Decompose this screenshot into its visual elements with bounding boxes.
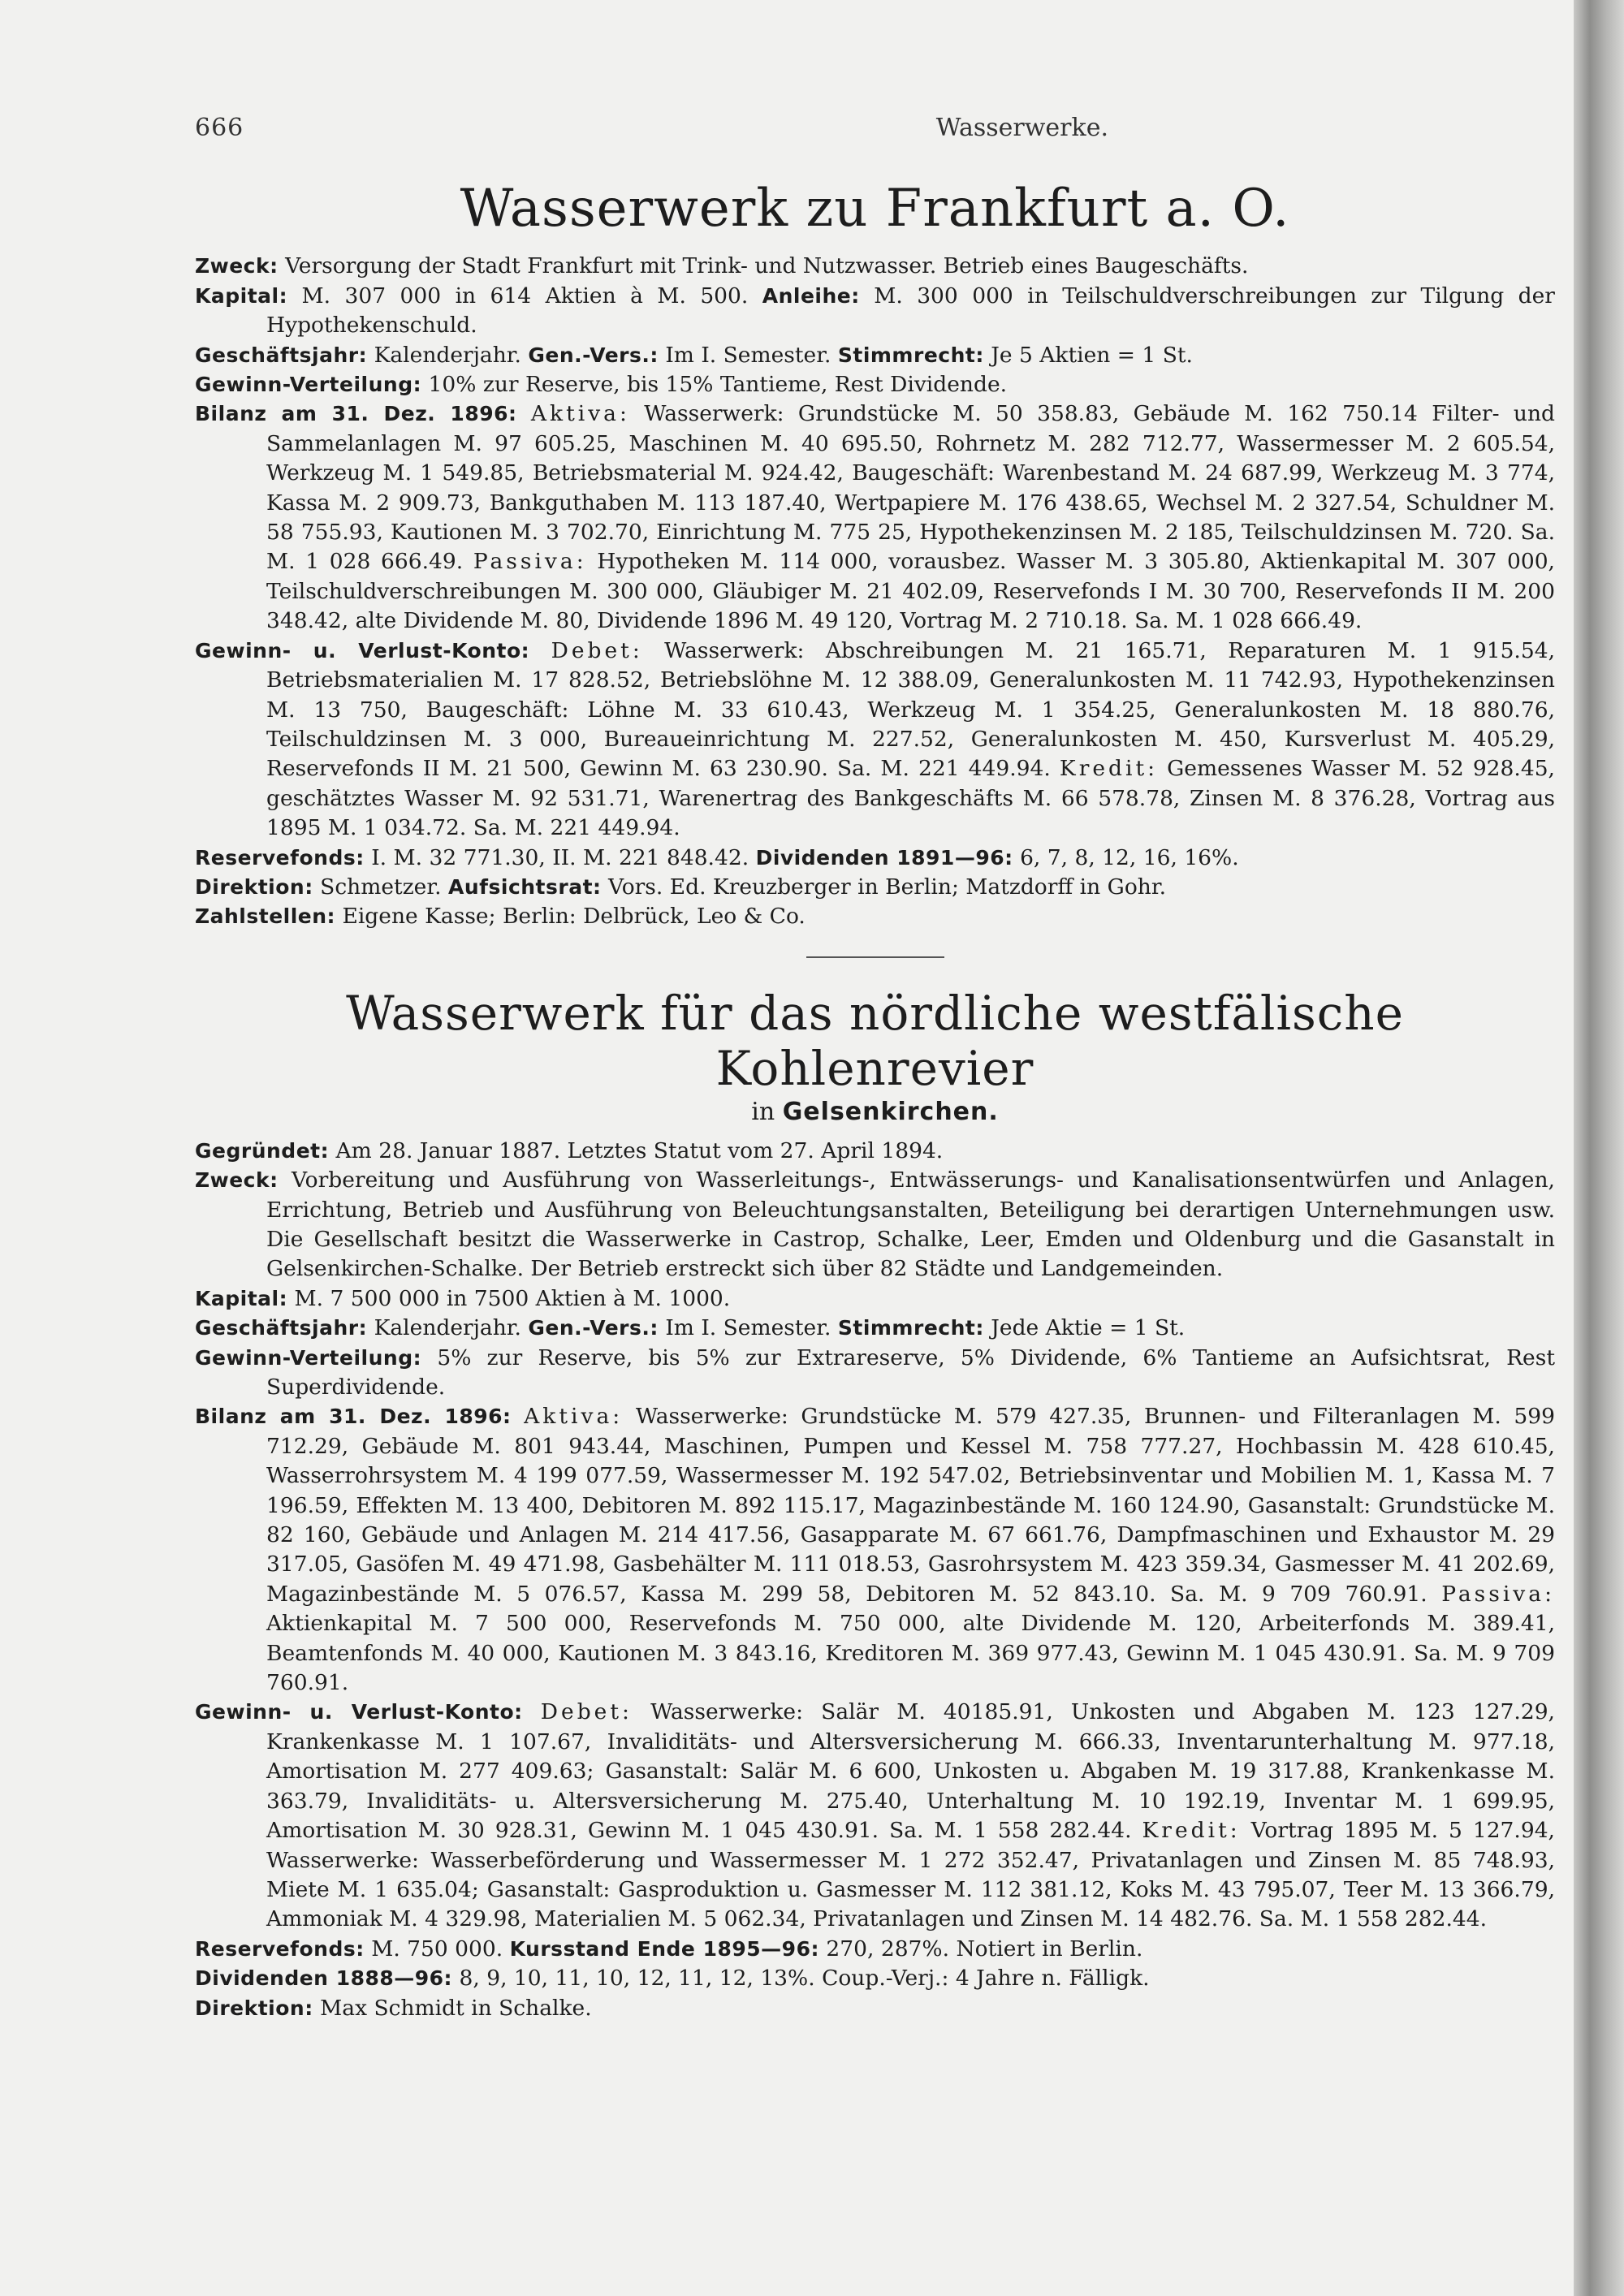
text-gewinn-verteilung: 5% zur Reserve, bis 5% zur Extrareserve, 5% Dividende, 6% Tantieme an Aufsichtsrat, Rest Superdividende.	[266, 1344, 1555, 1400]
text-debet: Wasserwerk: Abschreibungen M. 21 165.71, Reparaturen M. 1 915.54, Betriebsmaterialien M. 17 828.52, Betriebslöhne M. 12 388.09, Generalunkosten M. 11 742.93, Hypothekenzinsen M. 13 750, Baugeschäft: Löhne M. 33 610.43, Werkzeug M. 1 354.25, Generalunkosten M. 18 880.76, Teilschuldzinsen M. 3 000, Bureaueinrichtung M. 227.52, Generalunkosten M. 450, Kursverlust M. 405.29, Reservefonds II M. 21 500, Gewinn M. 63 230.90. Sa. M. 221 449.94.	[266, 637, 1555, 782]
text-stimmrecht: Je 5 Aktien = 1 St.	[991, 342, 1193, 368]
running-head	[195, 114, 1555, 143]
label-debet: Debet:	[551, 637, 643, 663]
entry-kapital	[195, 1284, 1555, 1314]
label-passiva: Passiva:	[1441, 1581, 1555, 1607]
label-kapital: Kapital:	[195, 1286, 288, 1310]
label-direktion: Direktion:	[195, 1996, 313, 2020]
entry-zweck	[195, 1166, 1555, 1284]
label-kredit: Kredit:	[1142, 1818, 1241, 1844]
entry-gegruendet	[195, 1137, 1555, 1166]
label-bilanz: Bilanz am 31. Dez. 1896:	[195, 1405, 512, 1429]
text-gewinn-verteilung: 10% zur Reserve, bis 15% Tantieme, Rest Dividende.	[428, 372, 1008, 398]
subtitle-prefix: in	[751, 1097, 775, 1126]
section-frankfurt	[195, 177, 1555, 931]
label-aktiva: Aktiva:	[530, 401, 630, 427]
section-title: Wasserwerk für das nördliche westfälische Kohlenrevier	[346, 985, 1404, 1096]
entry-gewinn-verlust	[195, 1698, 1555, 1934]
label-gewinn-verlust: Gewinn- u. Verlust-Konto:	[195, 638, 530, 662]
label-aktiva: Aktiva:	[524, 1404, 624, 1430]
text-anleihe: M. 300 000 in Teilschuldverschreibungen zur Tilgung der Hypothekenschuld.	[266, 283, 1555, 339]
entry-reservefonds	[195, 844, 1555, 873]
text-zweck: Vorbereitung und Ausführung von Wasserleitungs-, Entwässerungs- und Kanalisationsentwürfen und Anlagen, Errichtung, Betrieb und Ausführung von Beleuchtungsanstalten, Beteiligung bei derartigen Unternehmungen usw. Die Gesellschaft besitzt die Wasserwerke in Castrop, Schalke, Leer, Emden und Oldenburg und die Gasanstalt in Gelsenkirchen-Schalke. Der Betrieb erstreckt sich über 82 Städte und Landgemeinden.	[266, 1167, 1555, 1282]
entry-direktion	[195, 1994, 1555, 2023]
text-zahlstellen: Eigene Kasse; Berlin: Delbrück, Leo & Co.	[342, 904, 806, 930]
text-gen-vers: Im I. Semester.	[665, 1315, 831, 1341]
label-bilanz: Bilanz am 31. Dez. 1896:	[195, 402, 517, 426]
label-dividenden: Dividenden 1888—96:	[195, 1966, 453, 1991]
text-dividenden: 6, 7, 8, 12, 16, 16%.	[1020, 844, 1239, 870]
label-zahlstellen: Zahlstellen:	[195, 904, 336, 929]
section-divider	[806, 956, 944, 958]
text-aufsichtsrat: Vors. Ed. Kreuzberger in Berlin; Matzdorff in Gohr.	[607, 874, 1167, 900]
text-direktion: Max Schmidt in Schalke.	[320, 1995, 592, 2021]
text-gen-vers: Im I. Semester.	[665, 342, 831, 368]
page	[195, 114, 1555, 2023]
label-reservefonds: Reservefonds:	[195, 1936, 365, 1961]
label-zweck: Zweck:	[195, 254, 279, 278]
page-number: 666	[195, 114, 244, 142]
text-stimmrecht: Jede Aktie = 1 St.	[991, 1315, 1186, 1341]
text-geschaeftsjahr: Kalenderjahr.	[374, 342, 521, 368]
running-title: Wasserwerke.	[935, 114, 1108, 142]
text-kredit: Gemessenes Wasser M. 52 928.45, geschätztes Wasser M. 92 531.71, Warenertrag des Bankgeschäfts M. 66 578.78, Zinsen M. 8 376.28, Vortrag aus 1895 M. 1 034.72. Sa. M. 221 449.94.	[266, 756, 1555, 841]
entry-geschaeftsjahr	[195, 341, 1555, 370]
label-stimmrecht: Stimmrecht:	[837, 343, 984, 367]
label-gewinn-verlust: Gewinn- u. Verlust-Konto:	[195, 1700, 523, 1724]
entry-bilanz	[195, 1402, 1555, 1698]
label-debet: Debet:	[540, 1699, 633, 1725]
text-debet: Wasserwerke: Salär M. 40185.91, Unkosten und Abgaben M. 123 127.29, Krankenkasse M. 1 107.67, Invaliditäts- und Altersversicherung M. 666.33, Inventarunterhaltung M. 977.18, Amortisation M. 277 409.63; Gasanstalt: Salär M. 6 600, Unkosten u. Abgaben M. 19 317.88, Krankenkasse M. 363.79, Invaliditäts- u. Altersversicherung M. 275.40, Unterhaltung M. 10 192.19, Inventar M. 1 699.95, Amortisation M. 30 928.31, Gewinn M. 1 045 430.91. Sa. M. 1 558 282.44.	[266, 1699, 1555, 1844]
label-direktion: Direktion:	[195, 874, 313, 899]
label-gewinn-verteilung: Gewinn-Verteilung:	[195, 373, 422, 397]
text-reservefonds: M. 750 000.	[371, 1936, 503, 1962]
label-geschaeftsjahr: Geschäftsjahr:	[195, 1316, 368, 1340]
text-kapital: M. 7 500 000 in 7500 Aktien à M. 1000.	[294, 1285, 731, 1311]
label-zweck: Zweck:	[195, 1168, 279, 1193]
label-gen-vers: Gen.-Vers.:	[528, 1316, 659, 1340]
label-passiva: Passiva:	[473, 549, 587, 575]
entry-bilanz	[195, 399, 1555, 636]
entry-gewinn-verteilung	[195, 1344, 1555, 1403]
text-aktiva: Wasserwerk: Grundstücke M. 50 358.83, Gebäude M. 162 750.14 Filter- und Sammelanlagen M. 97 605.25, Maschinen M. 40 695.50, Rohrnetz M. 282 712.77, Wassermesser M. 2 605.54, Werkzeug M. 1 549.85, Betriebsmaterial M. 924.42, Baugeschäft: Warenbestand M. 24 687.99, Werkzeug M. 3 774, Kassa M. 2 909.73, Bankguthaben M. 113 187.40, Wertpapiere M. 176 438.65, Wechsel M. 2 327.54, Schuldner M. 58 755.93, Kautionen M. 3 702.70, Einrichtung M. 775 25, Hypothekenzinsen M. 2 185, Teilschuldzinsen M. 720. Sa. M. 1 028 666.49.	[266, 401, 1555, 575]
text-aktiva: Wasserwerke: Grundstücke M. 579 427.35, Brunnen- und Filteranlagen M. 599 712.29, Gebäude M. 801 943.44, Maschinen, Pumpen und Kessel M. 758 777.27, Hochbassin M. 428 610.45, Wasserrohrsystem M. 4 199 077.59, Wassermesser M. 192 547.02, Betriebsinventar und Mobilien M. 1, Kassa M. 7 196.59, Effekten M. 13 400, Debitoren M. 892 115.17, Magazinbestände M. 160 124.90, Gasanstalt: Grundstücke M. 82 160, Gebäude und Anlagen M. 214 417.56, Gasapparate M. 67 661.76, Dampfmaschinen und Exhaustor M. 29 317.05, Gasöfen M. 49 471.98, Gasbehälter M. 111 018.53, Gasrohrsystem M. 423 359.34, Gasmesser M. 41 202.69, Magazinbestände M. 5 076.57, Kassa M. 299 58, Debitoren M. 52 843.10. Sa. M. 9 709 760.91.	[266, 1404, 1555, 1607]
text-reservefonds: I. M. 32 771.30, II. M. 221 848.42.	[371, 844, 749, 870]
label-aufsichtsrat: Aufsichtsrat:	[447, 874, 602, 899]
section-subtitle	[195, 1096, 1555, 1129]
scan-right-edge	[1574, 0, 1624, 2296]
entry-kapital	[195, 282, 1555, 341]
subtitle-place: Gelsenkirchen.	[782, 1097, 999, 1126]
entry-gewinn-verlust	[195, 637, 1555, 844]
text-kursstand: 270, 287%. Notiert in Berlin.	[826, 1936, 1143, 1962]
text-kredit: Vortrag 1895 M. 5 127.94, Wasserwerke: Wasserbeförderung und Wassermesser M. 1 272 352.47, Privatanlagen und Zinsen M. 85 748.93, Miete M. 1 635.04; Gasanstalt: Gasproduktion u. Gasmesser M. 112 381.12, Koks M. 43 795.07, Teer M. 13 366.79, Ammoniak M. 4 329.98, Materialien M. 5 062.34, Privatanlagen und Zinsen M. 14 482.76. Sa. M. 1 558 282.44.	[266, 1818, 1555, 1932]
section-title: Wasserwerk zu Frankfurt a. O.	[460, 179, 1290, 240]
label-geschaeftsjahr: Geschäftsjahr:	[195, 343, 368, 367]
entry-dividenden	[195, 1964, 1555, 1993]
text-gegruendet: Am 28. Januar 1887. Letztes Statut vom 27. April 1894.	[335, 1137, 944, 1163]
entry-zweck	[195, 252, 1555, 281]
text-zweck: Versorgung der Stadt Frankfurt mit Trink- und Nutzwasser. Betrieb eines Baugeschäfts.	[285, 253, 1249, 279]
entry-zahlstellen	[195, 902, 1555, 931]
entry-direktion	[195, 873, 1555, 902]
label-reservefonds: Reservefonds:	[195, 845, 365, 870]
label-kapital: Kapital:	[195, 283, 288, 308]
label-gewinn-verteilung: Gewinn-Verteilung:	[195, 1345, 422, 1370]
text-geschaeftsjahr: Kalenderjahr.	[374, 1315, 521, 1341]
entry-reservefonds	[195, 1935, 1555, 1964]
label-kursstand: Kursstand Ende 1895—96:	[509, 1936, 819, 1961]
text-kapital: M. 307 000 in 614 Aktien à M. 500.	[301, 283, 749, 309]
label-stimmrecht: Stimmrecht:	[837, 1316, 984, 1340]
entry-geschaeftsjahr	[195, 1314, 1555, 1343]
label-kredit: Kredit:	[1059, 756, 1159, 782]
text-dividenden: 8, 9, 10, 11, 10, 12, 11, 12, 13%. Coup.-Verj.: 4 Jahre n. Fälligk.	[459, 1966, 1150, 1992]
entry-gewinn-verteilung	[195, 370, 1555, 399]
label-gegruendet: Gegründet:	[195, 1138, 330, 1163]
label-anleihe: Anleihe:	[762, 283, 860, 308]
label-gen-vers: Gen.-Vers.:	[528, 343, 659, 367]
label-dividenden: Dividenden 1891—96:	[755, 845, 1013, 870]
text-direktion: Schmetzer.	[320, 874, 442, 900]
text-passiva: Hypotheken M. 114 000, vorausbez. Wasser M. 3 305.80, Aktienkapital M. 307 000, Teilschuldverschreibungen M. 300 000, Gläubiger M. 21 402.09, Reservefonds I M. 30 700, Reservefonds II M. 200 348.42, alte Dividende M. 80, Dividende 1896 M. 49 120, Vortrag M. 2 710.18. Sa. M. 1 028 666.49.	[266, 549, 1555, 634]
text-passiva: Aktienkapital M. 7 500 000, Reservefonds M. 750 000, alte Dividende M. 120, Arbeiterfonds M. 389.41, Beamtenfonds M. 40 000, Kautionen M. 3 843.16, Kreditoren M. 369 977.43, Gewinn M. 1 045 430.91. Sa. M. 9 709 760.91.	[266, 1611, 1555, 1696]
section-gelsenkirchen	[195, 986, 1555, 2023]
